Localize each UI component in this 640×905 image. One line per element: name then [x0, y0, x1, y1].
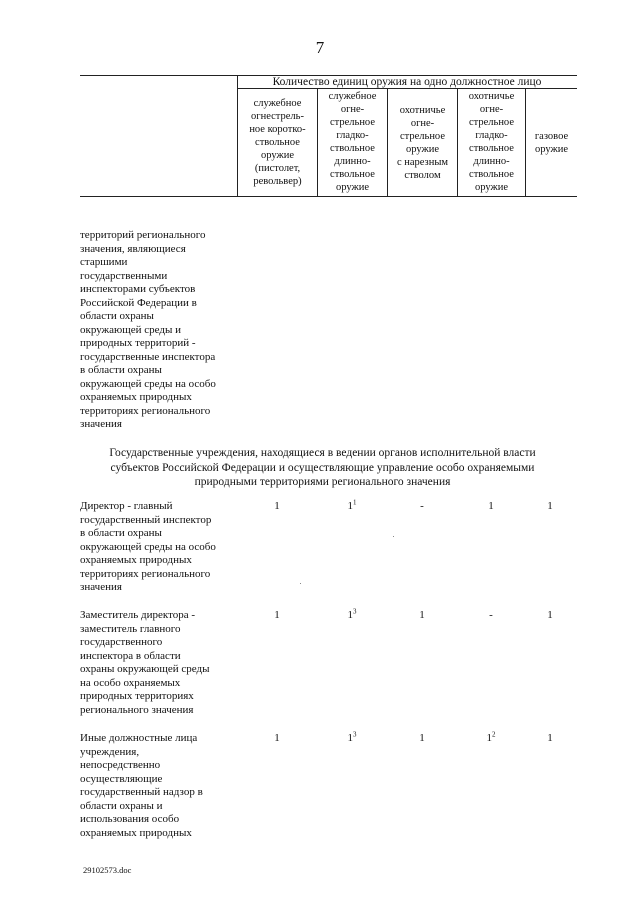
- cell-value: 1: [488, 500, 494, 512]
- cell-value: $1^3$: [347, 607, 357, 621]
- column-header-hunting-smoothbore: охотничье огне- стрельное гладко- ствольное длинно- ствольное оружие: [468, 91, 515, 193]
- column-header-hunting-rifled: охотничье огне- стрельное оружие с нарезным стволом: [396, 105, 449, 181]
- cell-value: 1: [547, 609, 553, 621]
- cell-value: $1^1$: [347, 498, 357, 512]
- cell-value: 1: [547, 732, 553, 744]
- footer-filename: 29102573.doc: [83, 865, 132, 875]
- column-header-gas: газовое оружие: [534, 131, 569, 155]
- row-label: Директор - главный государственный инспектор в области охраны окружающей среды на особо охраняемых природных территориях регионального значения: [80, 500, 216, 593]
- column-header-service-smoothbore: служебное огне- стрельное гладко- ствольное длинно- ствольное оружие: [328, 91, 377, 193]
- cell-value: 1: [419, 609, 425, 621]
- continued-row-label: территорий регионального значения, являющиеся старшими государственными инспекторами субъектов Российской Федерации в области охраны окружающей среды и природных территорий - государственные инспектора в области охраны окружающей среды на особо охраняемых природных территориях регионального значения: [80, 229, 216, 430]
- scan-speck: [300, 583, 301, 584]
- column-header-short-barrel: служебное огнестрель- ное коротко- ствольное оружие (пистолет, револьвер): [249, 98, 306, 187]
- cell-value: -: [489, 609, 493, 621]
- cell-value: $1^2$: [486, 730, 496, 744]
- cell-value: $1^3$: [347, 730, 357, 744]
- page-number: 7: [315, 38, 325, 57]
- cell-value: 1: [274, 732, 280, 744]
- cell-value: 1: [274, 609, 280, 621]
- table-header-bottom-rule: [80, 196, 577, 197]
- cell-value: 1: [274, 500, 280, 512]
- cell-value: -: [420, 500, 424, 512]
- section-heading: Государственные учреждения, находящиеся в ведении органов исполнительной власти субъектов Российской Федерации и осуществляющие управление особо охраняемыми природными территориями регионального значения: [109, 447, 536, 488]
- scan-speck: [393, 536, 394, 537]
- row-label: Заместитель директора - заместитель главного государственного инспектора в области охраны окружающей среды на особо охраняемых природных территориях регионального значения: [80, 609, 210, 716]
- group-caption: Количество единиц оружия на одно должностное лицо: [272, 76, 542, 88]
- cell-value: 1: [547, 500, 553, 512]
- cell-value: 1: [419, 732, 425, 744]
- row-label: Иные должностные лица учреждения, непосредственно осуществляющие государственный надзор в области охраны и использования особо охраняемых природных: [80, 732, 203, 839]
